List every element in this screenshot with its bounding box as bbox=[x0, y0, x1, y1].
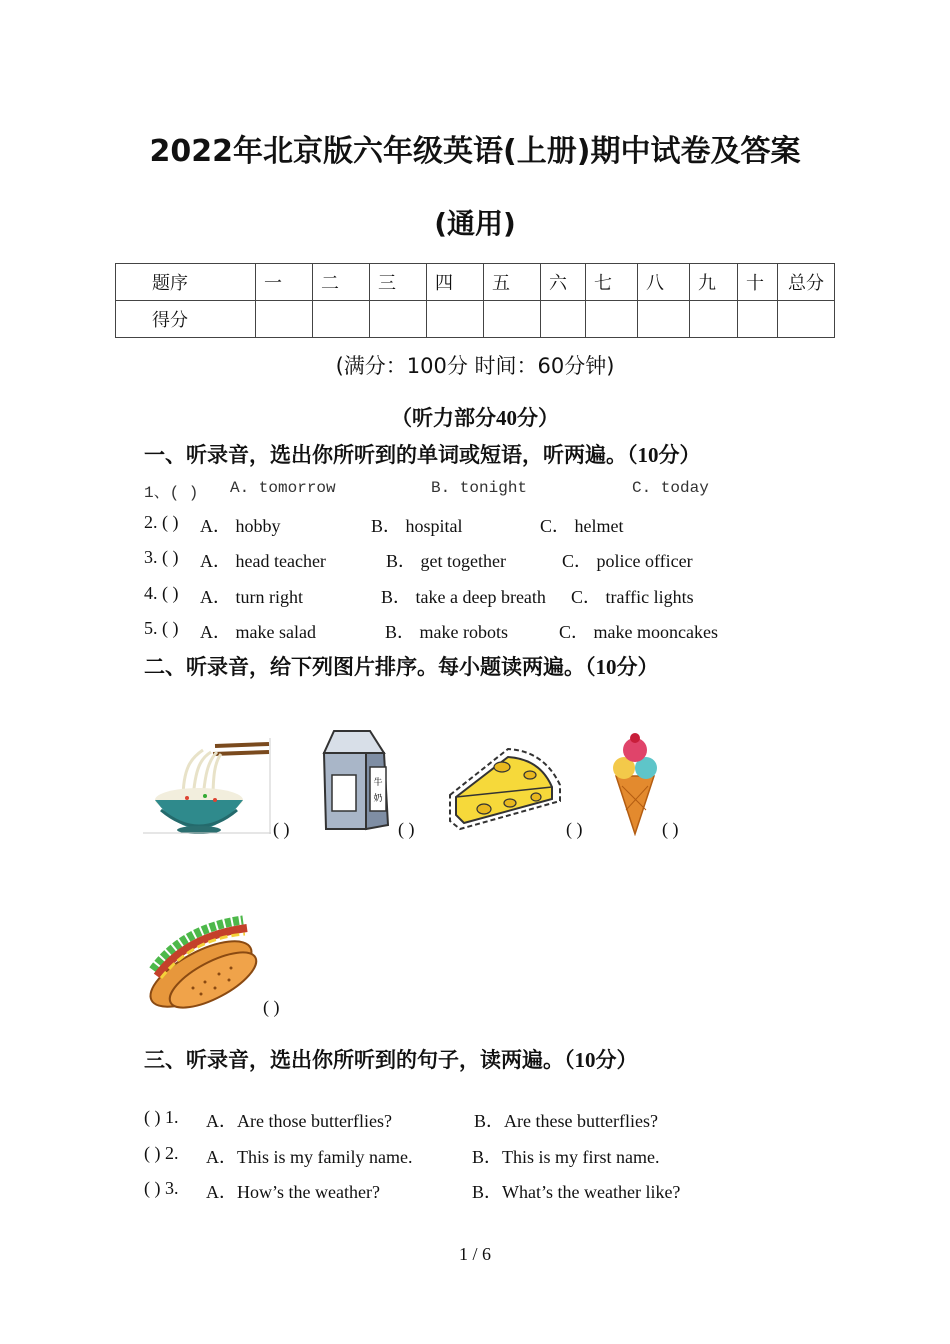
option-a[interactable]: A． turn right bbox=[200, 587, 303, 607]
option-a[interactable]: A. tomorrow bbox=[230, 479, 336, 497]
option-b[interactable]: B． get together bbox=[386, 551, 506, 571]
score-table-header-row bbox=[116, 264, 835, 301]
score-header-cell: 七 bbox=[586, 264, 638, 301]
option-c[interactable]: C． helmet bbox=[540, 516, 624, 536]
option-a[interactable]: A． head teacher bbox=[200, 551, 326, 571]
score-header-cell: 二 bbox=[313, 264, 370, 301]
score-cell[interactable] bbox=[541, 301, 586, 338]
option-a[interactable]: A． make salad bbox=[200, 622, 316, 642]
milk-label: 牛 bbox=[373, 778, 383, 788]
section-3-heading: 三、听录音，选出你所听到的句子，读两遍。（10分） bbox=[144, 1048, 638, 1072]
option-b[interactable]: B．What’s the weather like? bbox=[472, 1182, 681, 1202]
question-number: 4. ( ) bbox=[144, 583, 179, 603]
option-b[interactable]: B．This is my first name. bbox=[472, 1147, 660, 1167]
score-header-cell: 四 bbox=[427, 264, 484, 301]
section-1-heading: 一、听录音，选出你所听到的单词或短语，听两遍。（10分） bbox=[144, 443, 701, 467]
question-number: 5. ( ) bbox=[144, 618, 179, 638]
score-cell[interactable] bbox=[484, 301, 541, 338]
score-cell[interactable] bbox=[370, 301, 427, 338]
score-header-cell: 十 bbox=[738, 264, 778, 301]
score-header-cell: 一 bbox=[256, 264, 313, 301]
option-b[interactable]: B. tonight bbox=[431, 479, 528, 497]
score-cell[interactable] bbox=[256, 301, 313, 338]
option-a[interactable]: A． hobby bbox=[200, 516, 281, 536]
score-header-cell: 总分 bbox=[778, 264, 835, 301]
question-number: ( ) 3. bbox=[144, 1178, 179, 1198]
answer-blank[interactable]: ( ) bbox=[662, 819, 679, 839]
score-header-cell: 八 bbox=[638, 264, 690, 301]
cheese-image bbox=[444, 745, 566, 833]
score-row-label: 得分 bbox=[116, 301, 256, 338]
score-header-cell: 九 bbox=[690, 264, 738, 301]
ice-cream-image bbox=[610, 730, 660, 836]
page-subtitle: (通用) bbox=[434, 207, 516, 240]
option-b[interactable]: B． hospital bbox=[371, 516, 463, 536]
option-c[interactable]: C． police officer bbox=[562, 551, 693, 571]
score-cell[interactable] bbox=[586, 301, 638, 338]
option-a[interactable]: A．How’s the weather? bbox=[206, 1182, 380, 1202]
score-cell[interactable] bbox=[638, 301, 690, 338]
option-b[interactable]: B．Are these butterflies? bbox=[474, 1111, 658, 1131]
score-cell[interactable] bbox=[427, 301, 484, 338]
score-header-cell: 题序 bbox=[116, 264, 256, 301]
score-header-cell: 五 bbox=[484, 264, 541, 301]
page-title: 2022年北京版六年级英语(上册)期中试卷及答案 bbox=[149, 134, 801, 169]
score-cell[interactable] bbox=[313, 301, 370, 338]
option-a[interactable]: A．Are those butterflies? bbox=[206, 1111, 392, 1131]
answer-blank[interactable]: ( ) bbox=[273, 819, 290, 839]
option-c[interactable]: C． traffic lights bbox=[571, 587, 694, 607]
question-number: 2. ( ) bbox=[144, 512, 179, 532]
milk-label: 奶 bbox=[373, 794, 383, 804]
score-cell[interactable] bbox=[778, 301, 835, 338]
option-a[interactable]: A．This is my family name. bbox=[206, 1147, 413, 1167]
exam-meta: (满分：100分 时间：60分钟) bbox=[335, 354, 615, 378]
milk-carton-image bbox=[322, 725, 392, 833]
option-c[interactable]: C. today bbox=[632, 479, 709, 497]
answer-blank[interactable]: ( ) bbox=[566, 819, 583, 839]
question-number: 3. ( ) bbox=[144, 547, 179, 567]
section-2-heading: 二、听录音，给下列图片排序。每小题读两遍。（10分） bbox=[144, 655, 659, 679]
answer-blank[interactable]: ( ) bbox=[263, 997, 280, 1017]
score-table-score-row bbox=[116, 301, 835, 338]
listening-heading: （听力部分40分） bbox=[391, 406, 559, 430]
answer-blank[interactable]: ( ) bbox=[398, 819, 415, 839]
score-table bbox=[115, 263, 835, 338]
option-b[interactable]: B． take a deep breath bbox=[381, 587, 546, 607]
question-number: 1、( ) bbox=[144, 484, 199, 502]
score-cell[interactable] bbox=[690, 301, 738, 338]
score-header-cell: 六 bbox=[541, 264, 586, 301]
score-cell[interactable] bbox=[738, 301, 778, 338]
score-header-cell: 三 bbox=[370, 264, 427, 301]
page-number: 1 / 6 bbox=[458, 1244, 491, 1264]
hot-dog-image bbox=[143, 908, 265, 1014]
option-b[interactable]: B． make robots bbox=[385, 622, 508, 642]
question-number: ( ) 1. bbox=[144, 1107, 179, 1127]
question-number: ( ) 2. bbox=[144, 1143, 179, 1163]
option-c[interactable]: C． make mooncakes bbox=[559, 622, 718, 642]
noodles-image bbox=[143, 738, 271, 834]
